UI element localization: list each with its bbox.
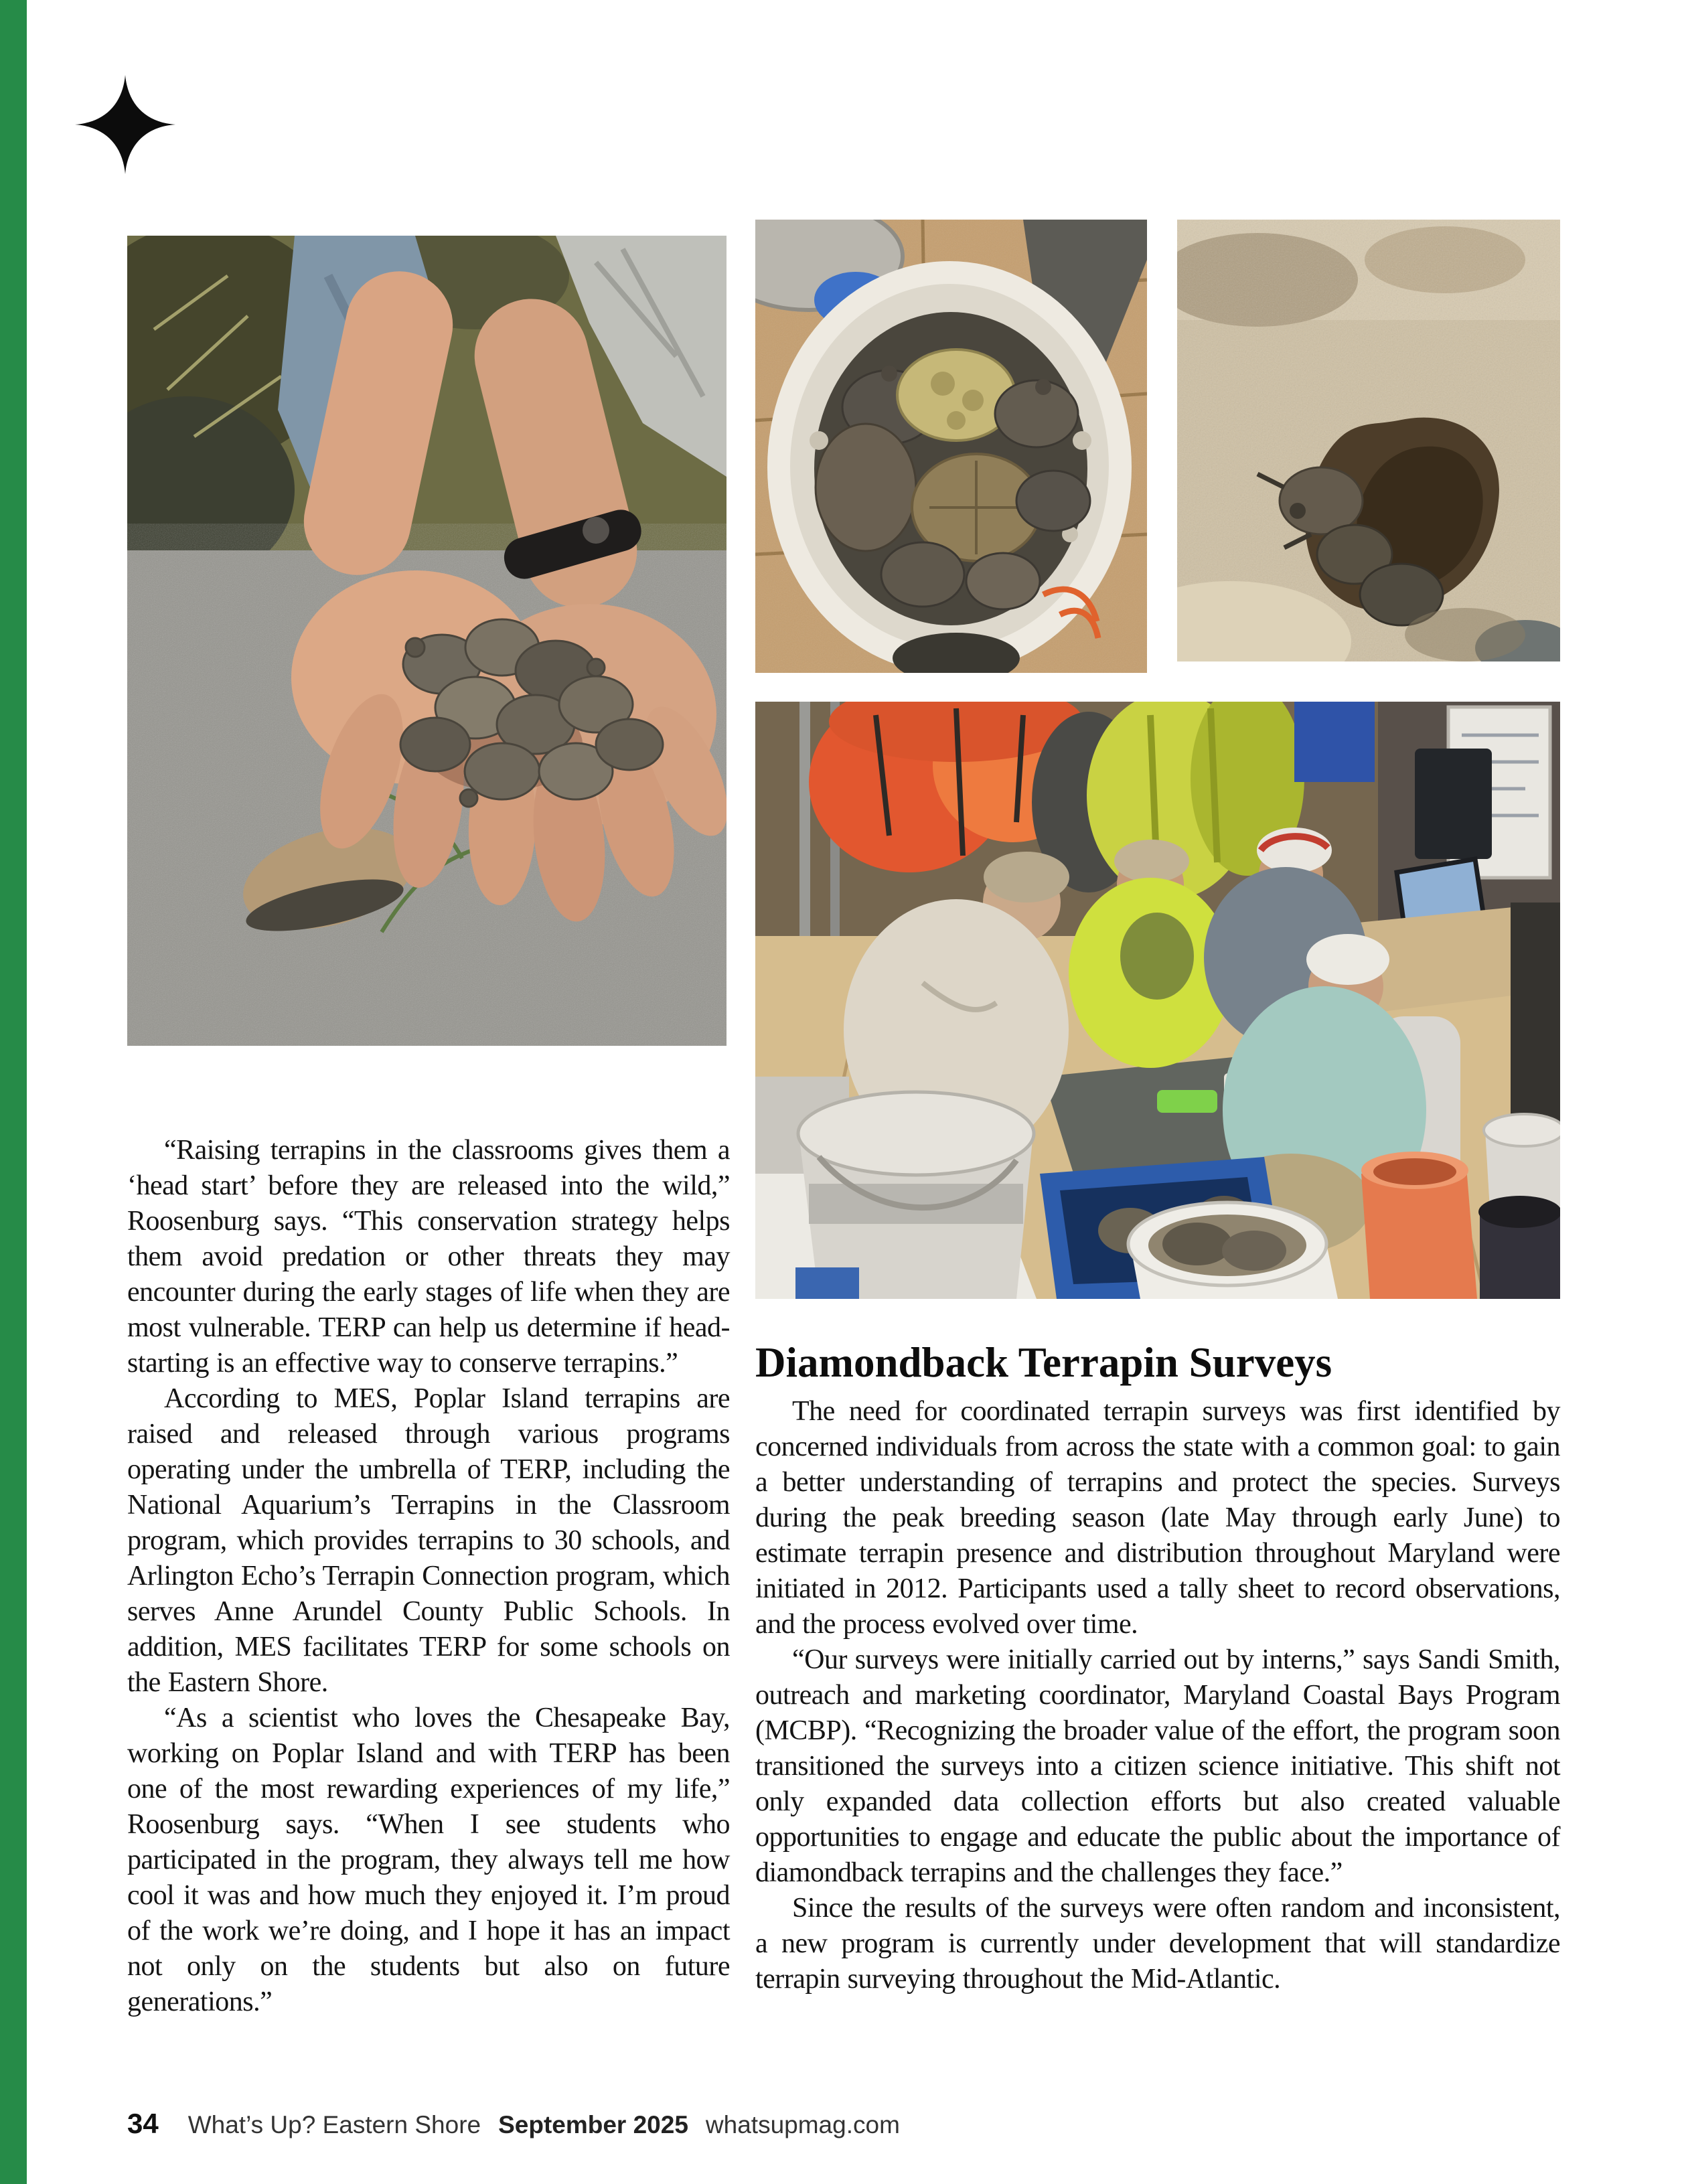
website-url: whatsupmag.com [705,2111,900,2138]
sparkle-icon [75,75,175,174]
right-column [755,1394,1560,1997]
photo-processing-room [755,702,1560,1299]
left-accent-bar [0,0,27,2184]
monitor [1415,749,1492,859]
blue-item-floor [795,1267,859,1299]
body-paragraph: According to MES, Poplar Island terrapins are raised and released through various programs operating under the umbrella of TERP, including the National Aquarium’s Terrapins in the Classroom program, which provides terrapins to 30 schools, and Arlington Echo’s Terrapin Connection program, which serves Anne Arundel County Public Schools. In addition, MES facilitates TERP for some schools on the Eastern Shore. [127,1383,730,1698]
body-paragraph: The need for coordinated terrapin surveys was first identified by concerned individuals from across the state with a common goal: to gain a better understanding of terrapins and protect the species. Surveys during the peak breeding season (late May through early June) to estimate terrapin presence and distribution throughout Maryland were initiated in 2012. Participants used a tally sheet to record observations, and the process evolved over time. [755,1396,1560,1640]
page-footer [127,2108,1199,2140]
issue-date: September 2025 [498,2111,688,2138]
body-paragraph: “Our surveys were initially carried out by interns,” says Sandi Smith, outreach and marketing coordinator, Maryland Coastal Bays Program (MCBP). “Recognizing the broader value of the effort, the program soon transitioned the surveys into a citizen science initiative. This shift not only expanded data collection efforts but also created valuable opportunities to engage and educate the public about the importance of diamondback terrapins and the challenges they face.” [755,1644,1560,1888]
body-paragraph: Since the results of the surveys were often random and inconsistent, a new program is currently under development that will standardize terrapin surveying throughout the Mid-Atlantic. [755,1893,1560,1995]
photo-bucket-terrapins [755,220,1147,673]
blue-bin-shelf [1294,702,1375,782]
photo-nest-hatchlings [1177,220,1560,661]
magazine-title: What’s Up? Eastern Shore [187,2111,481,2138]
photo-hands-hatchlings [127,236,727,1046]
body-paragraph: “Raising terrapins in the classrooms gives them a ‘head start’ before they are released into the wild,” Roosenburg says. “This conservation strategy helps them avoid predation or other threats they may encounter during the early stages of life when they are most vulnerable. TERP can help us determine if head-starting is an effective way to conserve terrapins.” [127,1135,730,1379]
section-heading: Diamondback Terrapin Surveys [755,1339,1332,1386]
body-paragraph: “As a scientist who loves the Chesapeake Bay, working on Poplar Island and with TERP has been one of the most rewarding experiences of my life,” Roosenburg says. “When I see students who participated in the program, they always tell me how cool it was and how much they enjoyed it. I’m proud of the work we’re doing, and I hope it has an impact not only on the students but also on future generations.” [127,1703,730,2017]
dark-barrel [1478,1196,1560,1299]
page-number: 34 [127,2108,159,2139]
left-column [127,1133,730,2020]
orange-bucket [1361,1152,1477,1299]
